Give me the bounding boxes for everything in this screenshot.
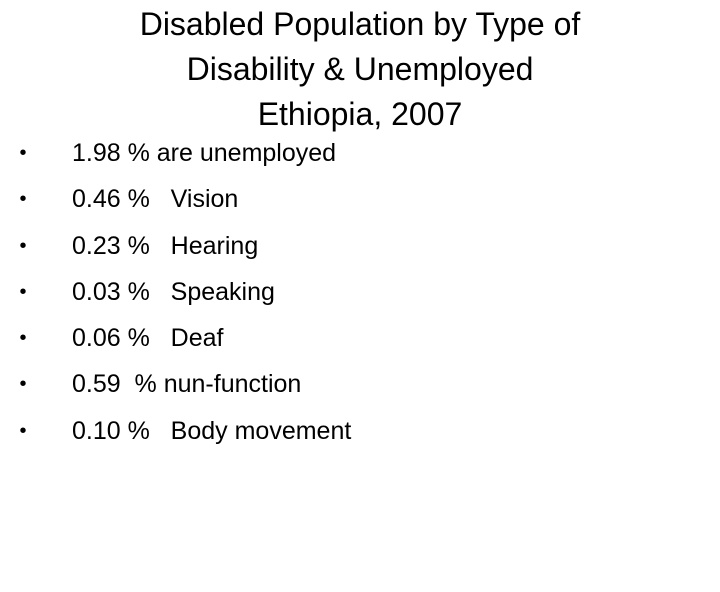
bullet-icon: • [19, 188, 27, 211]
bullet-icon: • [19, 419, 27, 442]
list-item [0, 130, 720, 176]
bullet-text: 0.03 % Speaking [72, 277, 275, 306]
bullet-icon: • [19, 234, 27, 257]
bullet-text: 0.23 % Hearing [72, 231, 259, 260]
bullet-icon: • [19, 373, 27, 396]
list-item [0, 223, 720, 269]
slide-title: Disabled Population by Type of Disability & Unemployed Ethiopia, 2007 [139, 6, 581, 132]
bullet-text: 0.10 % Body movement [72, 416, 352, 445]
list-item [0, 269, 720, 315]
list-item [0, 176, 720, 222]
bullet-icon: • [19, 142, 27, 164]
list-item [0, 315, 720, 361]
bullet-text: 0.46 % Vision [72, 185, 239, 214]
bullet-text: 1.98 % are unemployed [72, 139, 337, 167]
list-item [0, 408, 720, 454]
bullet-list [0, 130, 720, 454]
list-item [0, 361, 720, 407]
bullet-text: 0.59 % nun-function [72, 370, 302, 399]
bullet-text: 0.06 % Deaf [72, 324, 224, 353]
bullet-icon: • [19, 280, 27, 303]
bullet-icon: • [19, 327, 27, 350]
